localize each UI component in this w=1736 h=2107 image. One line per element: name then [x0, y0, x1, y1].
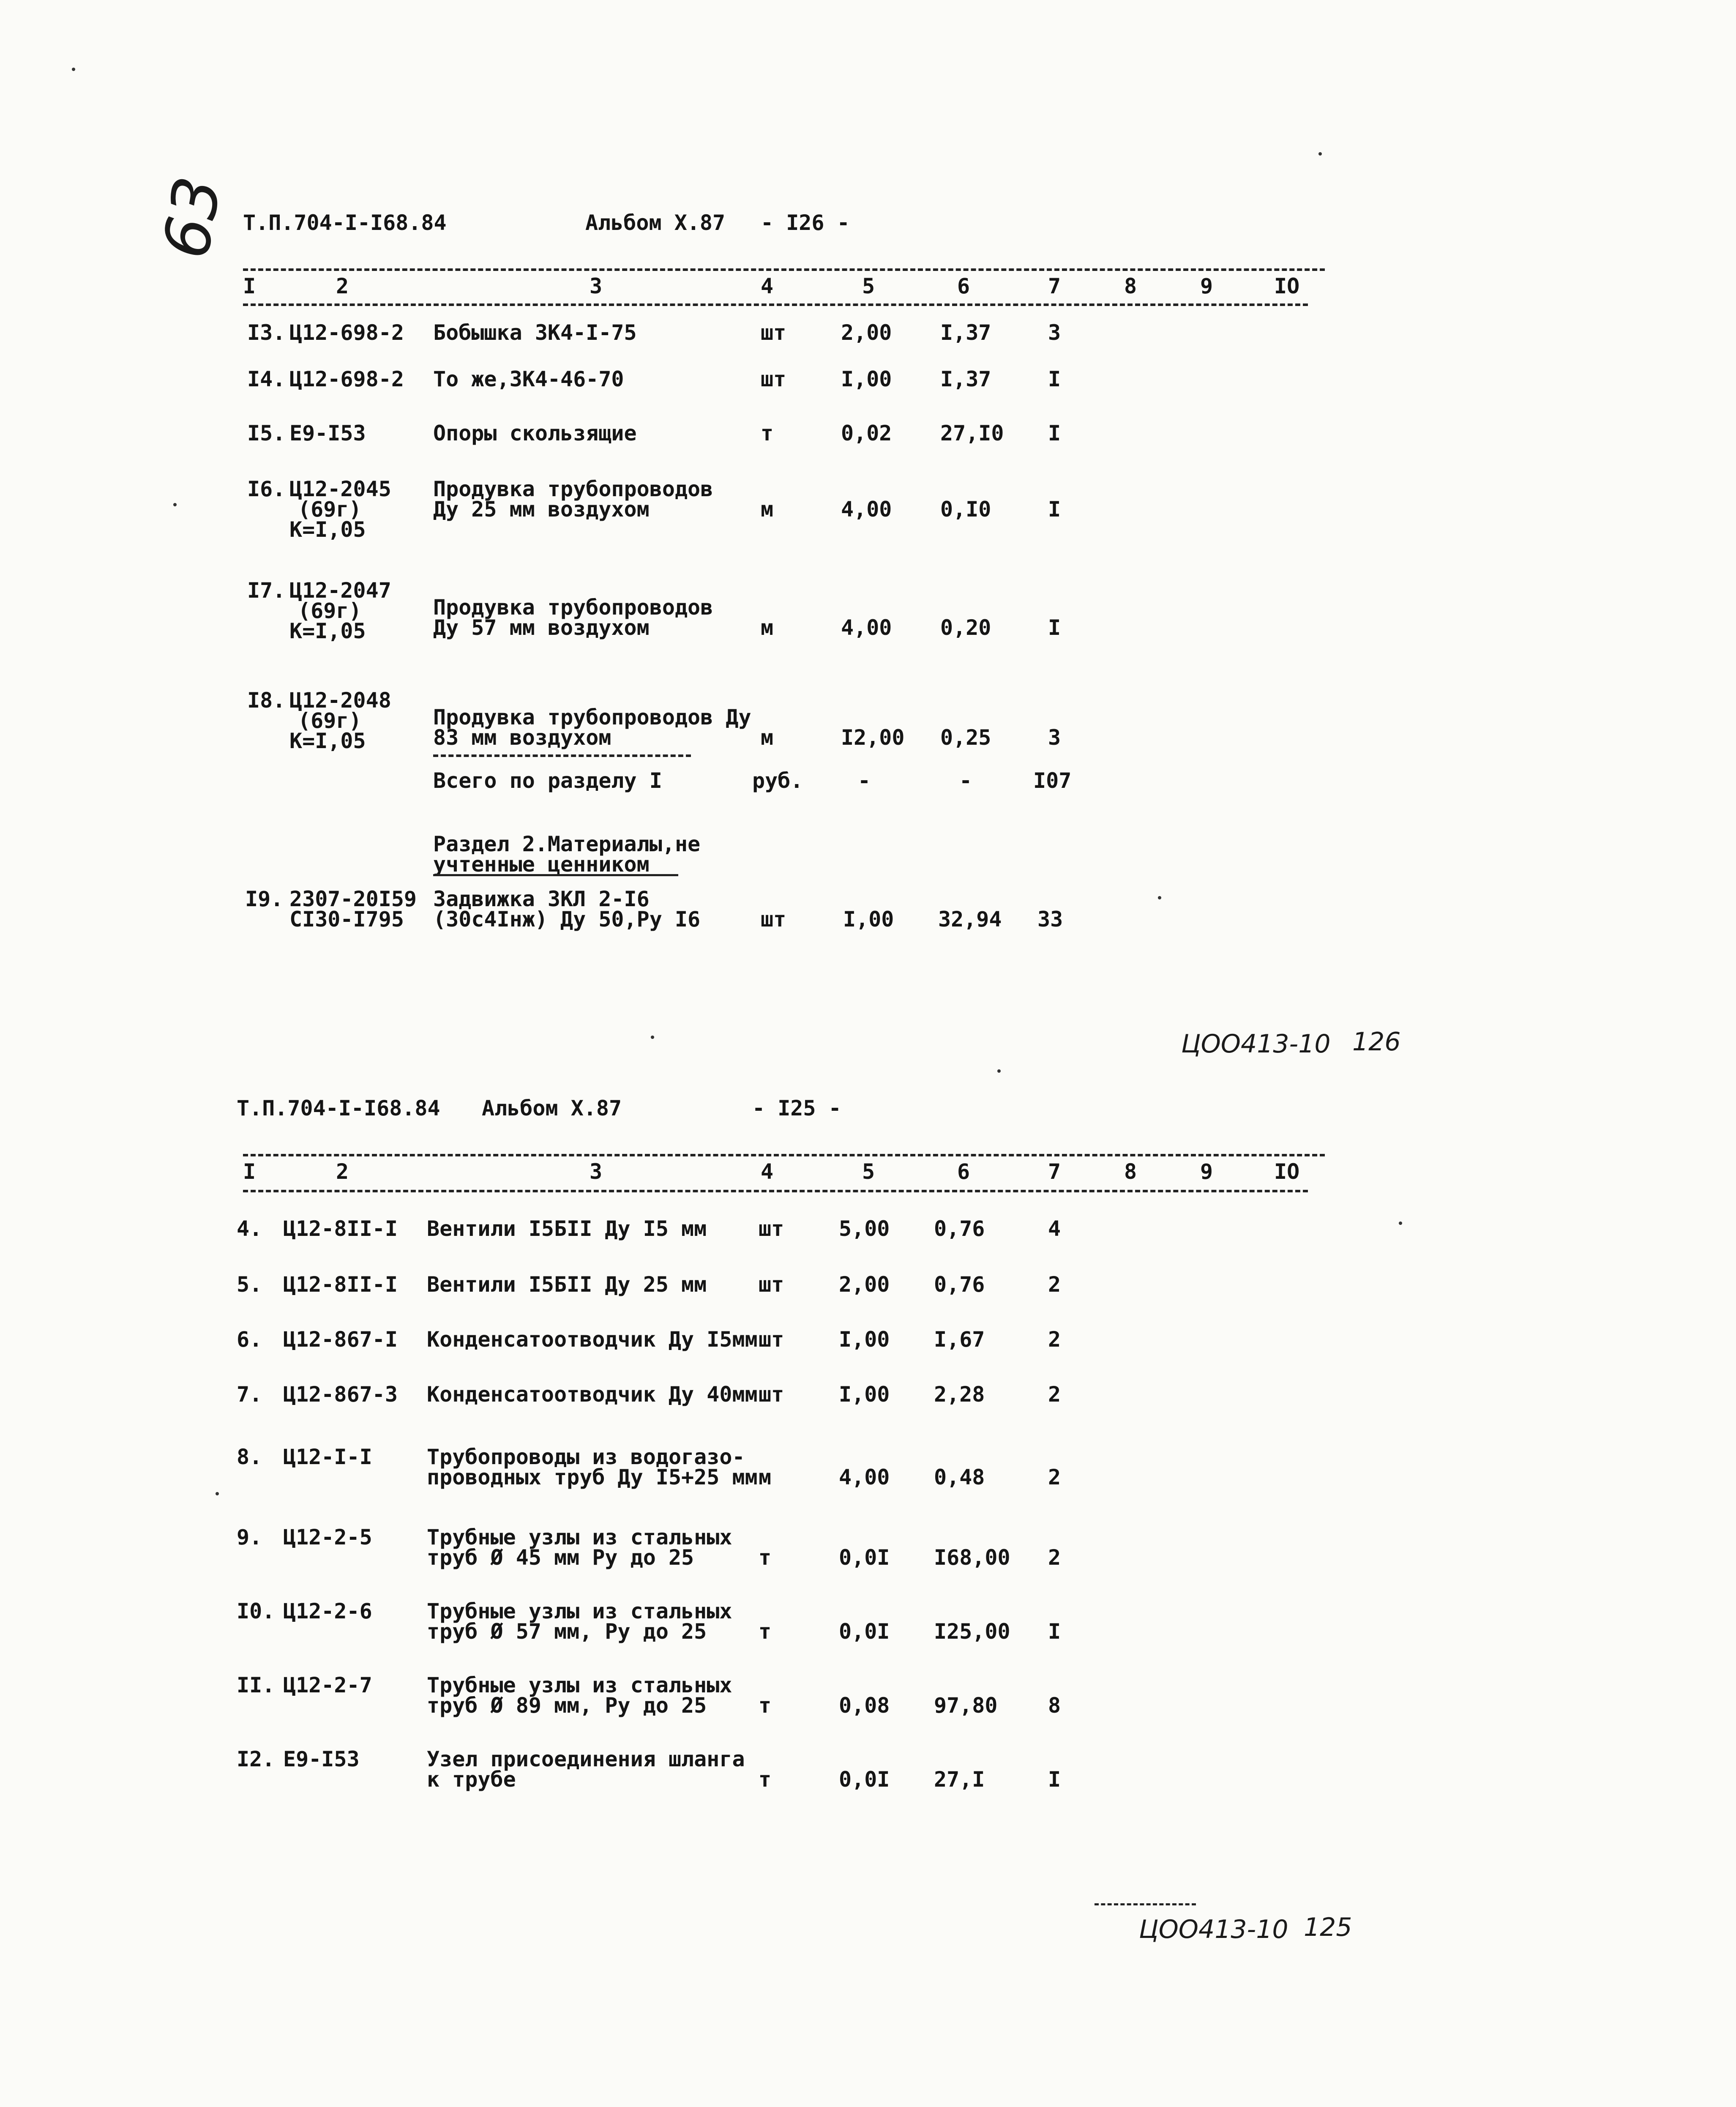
row-price: 32,94 — [938, 907, 1002, 932]
row-sum: 2 — [1048, 1465, 1061, 1489]
row-number: I8. — [247, 688, 286, 713]
row-unit: шт — [761, 367, 786, 391]
row-code-line2: (69г) — [298, 497, 362, 522]
column-header-8: 8 — [1124, 274, 1137, 298]
row-sum: 2 — [1048, 1382, 1061, 1407]
row-qty: 2,00 — [841, 320, 892, 345]
header-rule-top — [243, 1154, 1325, 1156]
row-qty: 0,08 — [839, 1693, 890, 1718]
column-header-7: 7 — [1048, 274, 1061, 298]
row-desc-line1: Продувка трубопроводов — [433, 477, 713, 501]
row-code-line1: Ц12-2048 — [289, 688, 391, 713]
row-unit: шт — [759, 1382, 784, 1407]
scan-speck — [1399, 1222, 1402, 1225]
row-qty: 0,0I — [839, 1545, 890, 1570]
row-unit: шт — [759, 1272, 784, 1297]
row-price: I,37 — [940, 320, 991, 345]
row-price: 2,28 — [934, 1382, 985, 1407]
row-desc-line1: Узел присоединения шланга — [427, 1747, 745, 1771]
row-desc-line2: труб Ø 45 мм Ру до 25 — [427, 1545, 694, 1570]
row-code-line2: (69г) — [298, 708, 362, 733]
row-qty: I,00 — [841, 367, 892, 391]
row-desc-line1: Трубные узлы из стальных — [427, 1525, 732, 1550]
row-sum: 33 — [1037, 907, 1063, 932]
row-number: I9. — [245, 887, 284, 911]
total-label: Всего по разделу I — [433, 768, 662, 793]
scan-speck — [216, 1492, 219, 1495]
subtotal-rule — [433, 754, 691, 757]
row-code-line1: Ц12-8II-I — [283, 1216, 398, 1241]
row-price: 97,80 — [934, 1693, 998, 1718]
row-number: 8. — [237, 1445, 262, 1469]
row-desc-line1: Трубопроводы из водогазо- — [427, 1445, 745, 1469]
row-code-line1: Ц12-698-2 — [289, 320, 404, 345]
row-code-line1: 2307-20I59 — [289, 887, 417, 911]
scan-speck — [72, 68, 75, 71]
row-desc-line2: труб Ø 89 мм, Ру до 25 — [427, 1693, 707, 1718]
row-qty: 4,00 — [839, 1465, 890, 1489]
section-2-underline — [433, 874, 678, 876]
row-sum: 3 — [1048, 320, 1061, 345]
row-desc-line1: Продувка трубопроводов — [433, 595, 713, 620]
row-desc-line1: Продувка трубопроводов Ду — [433, 705, 751, 730]
row-desc-line2: к трубе — [427, 1767, 516, 1792]
row-sum: I — [1048, 1619, 1061, 1644]
row-code-line3: К=I,05 — [289, 517, 366, 542]
column-header-9: 9 — [1200, 274, 1213, 298]
column-header-1: I — [243, 274, 256, 298]
row-desc-line2: 83 мм воздухом — [433, 725, 611, 750]
scan-speck — [1158, 896, 1161, 899]
row-unit: т — [759, 1767, 772, 1792]
row-number: I4. — [247, 367, 286, 391]
row-number: I5. — [247, 421, 286, 445]
archive-page: 125 — [1304, 1913, 1352, 1942]
row-unit: м — [761, 615, 774, 640]
column-header-10: IO — [1274, 1159, 1300, 1184]
column-header-1: I — [243, 1159, 256, 1184]
row-number: 4. — [237, 1216, 262, 1241]
row-unit: т — [759, 1619, 772, 1644]
row-unit: т — [759, 1693, 772, 1718]
row-desc-line1: Конденсатоотводчик Ду I5мм — [427, 1327, 758, 1352]
doc-code: Т.П.704-I-I68.84 — [243, 210, 447, 235]
row-qty: I,00 — [839, 1382, 890, 1407]
row-sum: 3 — [1048, 725, 1061, 750]
row-code-line1: Ц12-2045 — [289, 477, 391, 501]
archive-stamp: ЦОО413-10 — [1181, 1029, 1331, 1059]
row-qty: 0,02 — [841, 421, 892, 445]
column-header-4: 4 — [761, 274, 774, 298]
row-desc-line1: То же,ЗК4-46-70 — [433, 367, 624, 391]
row-number: II. — [237, 1673, 275, 1697]
row-code-line1: Ц12-2-6 — [283, 1599, 372, 1623]
row-price: 0,76 — [934, 1272, 985, 1297]
row-number: 5. — [237, 1272, 262, 1297]
row-code-line2: СI30-I795 — [289, 907, 404, 932]
row-code-line1: Ц12-698-2 — [289, 367, 404, 391]
header-rule-bottom — [243, 303, 1308, 306]
row-desc-line2: (30с4Iнж) Ду 50,Ру I6 — [433, 907, 701, 932]
row-code-line1: Ц12-867-3 — [283, 1382, 398, 1407]
row-desc-line1: Конденсатоотводчик Ду 40мм — [427, 1382, 758, 1407]
row-unit: шт — [761, 907, 786, 932]
row-price: 27,I — [934, 1767, 985, 1792]
row-unit: шт — [759, 1216, 784, 1241]
archive-page: 126 — [1352, 1027, 1401, 1057]
column-header-10: IO — [1274, 274, 1300, 298]
album-label: Альбом X.87 — [482, 1096, 622, 1120]
row-price: I25,00 — [934, 1619, 1010, 1644]
row-number: I3. — [247, 320, 286, 345]
column-header-9: 9 — [1200, 1159, 1213, 1184]
row-qty: 0,0I — [839, 1619, 890, 1644]
scan-speck — [1318, 152, 1322, 156]
row-sum: I — [1048, 1767, 1061, 1792]
row-desc-line2: проводных труб Ду I5+25 мм — [427, 1465, 758, 1489]
column-header-2: 2 — [336, 274, 349, 298]
row-desc-line1: Вентили I5БII Ду I5 мм — [427, 1216, 707, 1241]
row-code-line1: Ц12-2-7 — [283, 1673, 372, 1697]
row-unit: шт — [759, 1327, 784, 1352]
row-sum: 2 — [1048, 1545, 1061, 1570]
row-code-line2: (69г) — [298, 598, 362, 623]
row-unit: шт — [761, 320, 786, 345]
row-code-line1: Е9-I53 — [283, 1747, 360, 1771]
scan-speck — [651, 1036, 654, 1039]
album-label: Альбом X.87 — [585, 210, 726, 235]
column-header-2: 2 — [336, 1159, 349, 1184]
total-unit: руб. — [752, 768, 803, 793]
row-code-line1: Ц12-8II-I — [283, 1272, 398, 1297]
row-desc-line1: Вентили I5БII Ду 25 мм — [427, 1272, 707, 1297]
row-sum: I — [1048, 367, 1061, 391]
column-header-4: 4 — [761, 1159, 774, 1184]
row-qty: I,00 — [839, 1327, 890, 1352]
row-sum: I — [1048, 421, 1061, 445]
scan-speck — [173, 503, 177, 506]
archive-stamp: ЦОО413-10 — [1139, 1915, 1288, 1944]
row-price: 0,20 — [940, 615, 991, 640]
column-header-6: 6 — [957, 274, 970, 298]
section-2-title-line2: учтенные ценником — [433, 852, 650, 877]
row-code-line1: Ц12-2-5 — [283, 1525, 372, 1550]
row-code-line3: К=I,05 — [289, 729, 366, 753]
row-qty: I,00 — [843, 907, 894, 932]
column-header-5: 5 — [862, 1159, 875, 1184]
row-sum: I — [1048, 615, 1061, 640]
row-code-line3: К=I,05 — [289, 619, 366, 643]
row-price: 27,I0 — [940, 421, 1004, 445]
corner-mark: 63 — [149, 171, 236, 264]
row-price: 0,48 — [934, 1465, 985, 1489]
row-sum: I — [1048, 497, 1061, 522]
row-sum: 2 — [1048, 1272, 1061, 1297]
row-unit: м — [759, 1465, 772, 1489]
row-desc-line1: Трубные узлы из стальных — [427, 1599, 732, 1623]
row-price: I68,00 — [934, 1545, 1010, 1570]
row-sum: 8 — [1048, 1693, 1061, 1718]
row-qty: I2,00 — [841, 725, 905, 750]
row-desc-line1: Бобышка ЗК4-I-75 — [433, 320, 637, 345]
page-number: - I26 - — [761, 210, 850, 235]
column-header-5: 5 — [862, 274, 875, 298]
total-sum: I07 — [1033, 768, 1072, 793]
row-qty: 0,0I — [839, 1767, 890, 1792]
row-code-line1: Ц12-867-I — [283, 1327, 398, 1352]
doc-code: Т.П.704-I-I68.84 — [237, 1096, 440, 1120]
scan-speck — [997, 1069, 1001, 1073]
row-desc-line1: Опоры скользящие — [433, 421, 637, 445]
row-unit: м — [761, 497, 774, 522]
row-price: 0,76 — [934, 1216, 985, 1241]
row-desc-line1: Трубные узлы из стальных — [427, 1673, 732, 1697]
column-header-3: 3 — [590, 274, 603, 298]
total-price: - — [959, 768, 972, 793]
row-qty: 2,00 — [839, 1272, 890, 1297]
row-number: 6. — [237, 1327, 262, 1352]
column-header-7: 7 — [1048, 1159, 1061, 1184]
row-unit: т — [761, 421, 774, 445]
header-rule-bottom — [243, 1190, 1308, 1192]
row-sum: 4 — [1048, 1216, 1061, 1241]
column-header-6: 6 — [957, 1159, 970, 1184]
row-unit: т — [759, 1545, 772, 1570]
row-number: I6. — [247, 477, 286, 501]
row-code-line1: Ц12-I-I — [283, 1445, 372, 1469]
header-rule-top — [243, 268, 1325, 271]
row-unit: м — [761, 725, 774, 750]
row-sum: 2 — [1048, 1327, 1061, 1352]
column-header-8: 8 — [1124, 1159, 1137, 1184]
row-desc-line2: Ду 57 мм воздухом — [433, 615, 650, 640]
row-number: I7. — [247, 578, 286, 603]
stamp-rule — [1095, 1903, 1196, 1905]
row-qty: 5,00 — [839, 1216, 890, 1241]
row-code-line1: Ц12-2047 — [289, 578, 391, 603]
row-price: I,67 — [934, 1327, 985, 1352]
section-2-title-line1: Раздел 2.Материалы,не — [433, 832, 701, 856]
row-price: 0,I0 — [940, 497, 991, 522]
row-number: 9. — [237, 1525, 262, 1550]
total-qty: - — [858, 768, 871, 793]
row-number: I2. — [237, 1747, 275, 1771]
row-code-line1: Е9-I53 — [289, 421, 366, 445]
row-desc-line1: Задвижка ЗКЛ 2-I6 — [433, 887, 650, 911]
row-number: 7. — [237, 1382, 262, 1407]
row-qty: 4,00 — [841, 497, 892, 522]
row-desc-line2: Ду 25 мм воздухом — [433, 497, 650, 522]
column-header-3: 3 — [590, 1159, 603, 1184]
row-price: I,37 — [940, 367, 991, 391]
page-number: - I25 - — [752, 1096, 841, 1120]
row-desc-line2: труб Ø 57 мм, Ру до 25 — [427, 1619, 707, 1644]
row-number: I0. — [237, 1599, 275, 1623]
row-price: 0,25 — [940, 725, 991, 750]
row-qty: 4,00 — [841, 615, 892, 640]
